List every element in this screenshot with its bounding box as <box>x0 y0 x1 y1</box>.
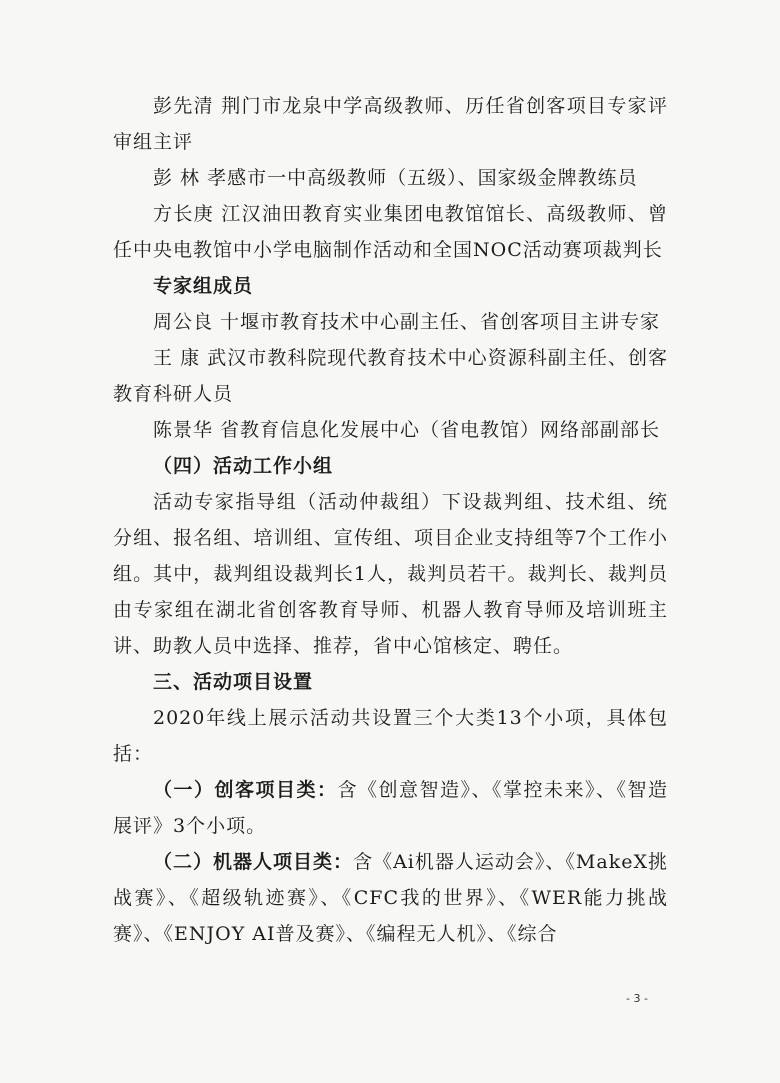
expert-member: 周公良 十堰市教育技术中心副主任、省创客项目主讲专家 <box>153 311 661 333</box>
section-three-intro: 2020年线上展示活动共设置三个大类13个小项，具体包括： <box>113 707 668 765</box>
page-number: - 3 - <box>626 992 648 1005</box>
expert-entry: 彭 林 孝感市一中高级教师（五级）、国家级金牌教练员 <box>153 167 638 189</box>
expert-member: 王 康 武汉市教科院现代教育技术中心资源科副主任、创客教育科研人员 <box>113 347 668 405</box>
expert-entry: 彭先清 荆门市龙泉中学高级教师、历任省创客项目专家评审组主评 <box>113 95 668 153</box>
category-text: 含《Ai机器人运动会》、《MakeX挑战赛》、《超级轨迹赛》、《CFC我的世界》、《WER能力挑战赛》、《ENJOY AI普及赛》、《编程无人机》、《综合 <box>113 851 668 945</box>
section-four-heading: （四）活动工作小组 <box>153 455 334 477</box>
section-four-body: 活动专家指导组（活动仲裁组）下设裁判组、技术组、统分组、报名组、培训组、宣传组、项目企业支持组等7个工作小组。其中，裁判组设裁判长1人，裁判员若干。裁判长、裁判员由专家组在湖北省创客教育导师、机器人教育导师及培训班主讲、助教人员中选择、推荐，省中心馆核定、聘任。 <box>113 491 668 657</box>
category-label: （二）机器人项目类： <box>153 851 354 873</box>
category-robot <box>113 844 668 952</box>
expert-group-title: 专家组成员 <box>153 275 254 297</box>
category-label: （一）创客项目类： <box>153 779 338 801</box>
category-text: 含《创意智造》、《掌控未来》、《智造展评》3个小项。 <box>113 779 668 837</box>
expert-member: 陈景华 省教育信息化发展中心（省电教馆）网络部副部长 <box>153 419 661 441</box>
category-maker <box>113 772 668 844</box>
document-body <box>113 88 668 952</box>
section-three-heading: 三、活动项目设置 <box>153 671 314 693</box>
expert-entry: 方长庚 江汉油田教育实业集团电教馆馆长、高级教师、曾任中央电教馆中小学电脑制作活动和全国NOC活动赛项裁判长 <box>113 203 668 261</box>
